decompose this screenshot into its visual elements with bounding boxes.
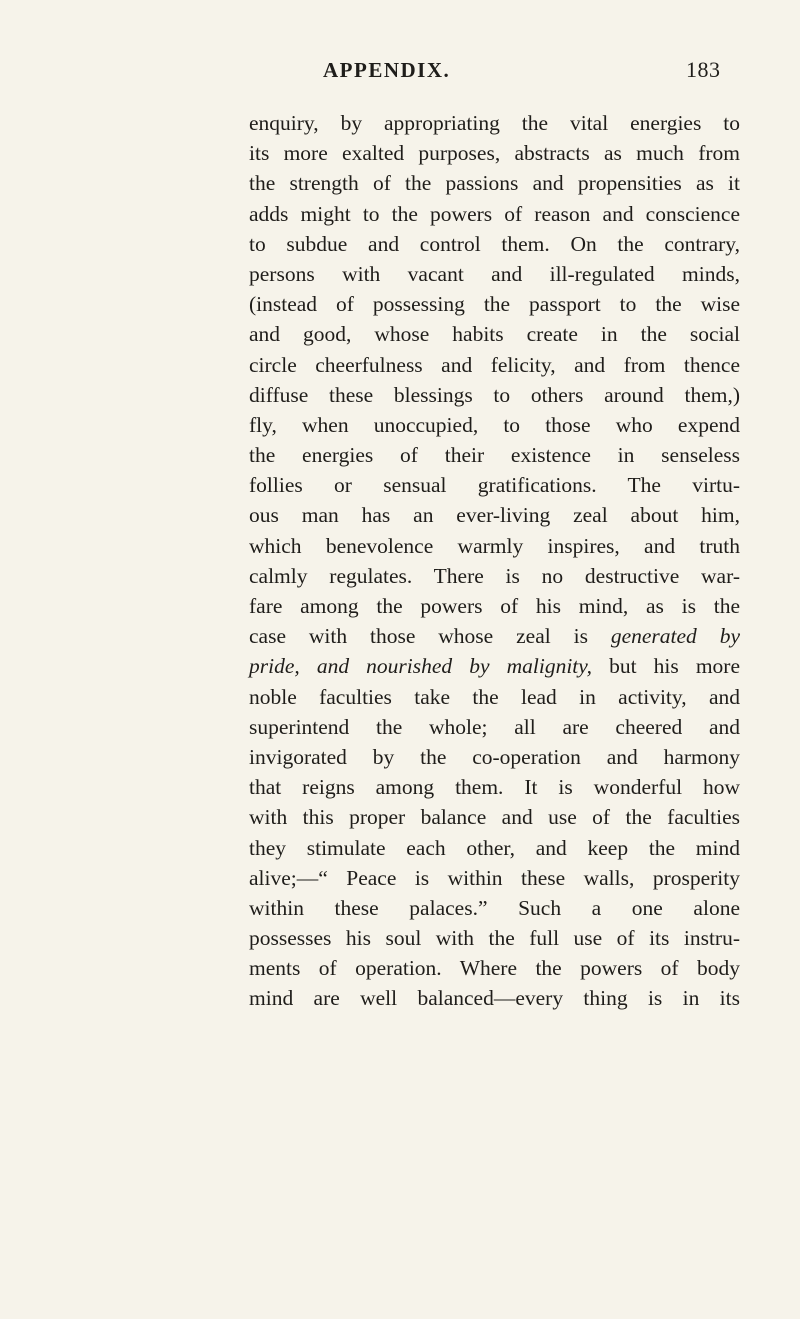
text-line: invigorated by the co-operation and harmony — [249, 744, 740, 769]
page-number: 183 — [686, 57, 721, 82]
running-head — [0, 58, 800, 88]
text-line: persons with vacant and ill-regulated minds, — [249, 261, 740, 286]
text-line: alive;—“ Peace is within these walls, prosperity — [249, 865, 740, 890]
text-line: the energies of their existence in senseless — [249, 443, 740, 468]
text-line: that reigns among them. It is wonderful how — [249, 775, 740, 800]
text-line: calmly regulates. There is no destructive war- — [249, 563, 740, 588]
italic-text-run: generated by — [610, 624, 740, 649]
body-text — [250, 108, 740, 1298]
text-line: diffuse these blessings to others around them,) — [249, 382, 740, 407]
text-line: possesses his soul with the full use of its instru- — [249, 926, 740, 951]
italic-text-run: pride, and nourished by malignity, — [249, 654, 593, 679]
text-run: case with those whose zeal is — [249, 624, 611, 649]
text-line: (instead of possessing the passport to the wise — [249, 292, 740, 317]
text-line: its more exalted purposes, abstracts as much from — [249, 141, 740, 166]
text-line: circle cheerfulness and felicity, and from thence — [249, 352, 740, 377]
text-line — [249, 651, 740, 681]
text-line: fly, when unoccupied, to those who expend — [249, 412, 740, 437]
running-title: APPENDIX. — [323, 58, 451, 82]
text-line: they stimulate each other, and keep the mind — [249, 835, 740, 860]
text-line: with this proper balance and use of the faculties — [249, 805, 740, 830]
text-line: which benevolence warmly inspires, and truth — [249, 533, 740, 558]
text-line: follies or sensual gratifications. The virtu- — [249, 473, 740, 498]
text-line: mind are well balanced—every thing is in its — [249, 986, 740, 1011]
text-line: ous man has an ever-living zeal about him, — [249, 503, 740, 528]
text-line — [249, 621, 740, 651]
text-line: superintend the whole; all are cheered and — [249, 714, 740, 739]
text-line: noble faculties take the lead in activity, and — [249, 684, 740, 709]
text-run: but his more — [592, 654, 740, 679]
text-line: the strength of the passions and propensities as it — [249, 171, 740, 196]
text-line: to subdue and control them. On the contrary, — [249, 231, 740, 256]
text-line: adds might to the powers of reason and conscience — [249, 201, 740, 226]
text-line: enquiry, by appropriating the vital energies to — [249, 111, 740, 135]
text-line: ments of operation. Where the powers of body — [249, 956, 740, 981]
text-line: fare among the powers of his mind, as is the — [249, 594, 740, 618]
text-line: and good, whose habits create in the social — [249, 322, 740, 347]
text-line: within these palaces.” Such a one alone — [249, 895, 740, 920]
